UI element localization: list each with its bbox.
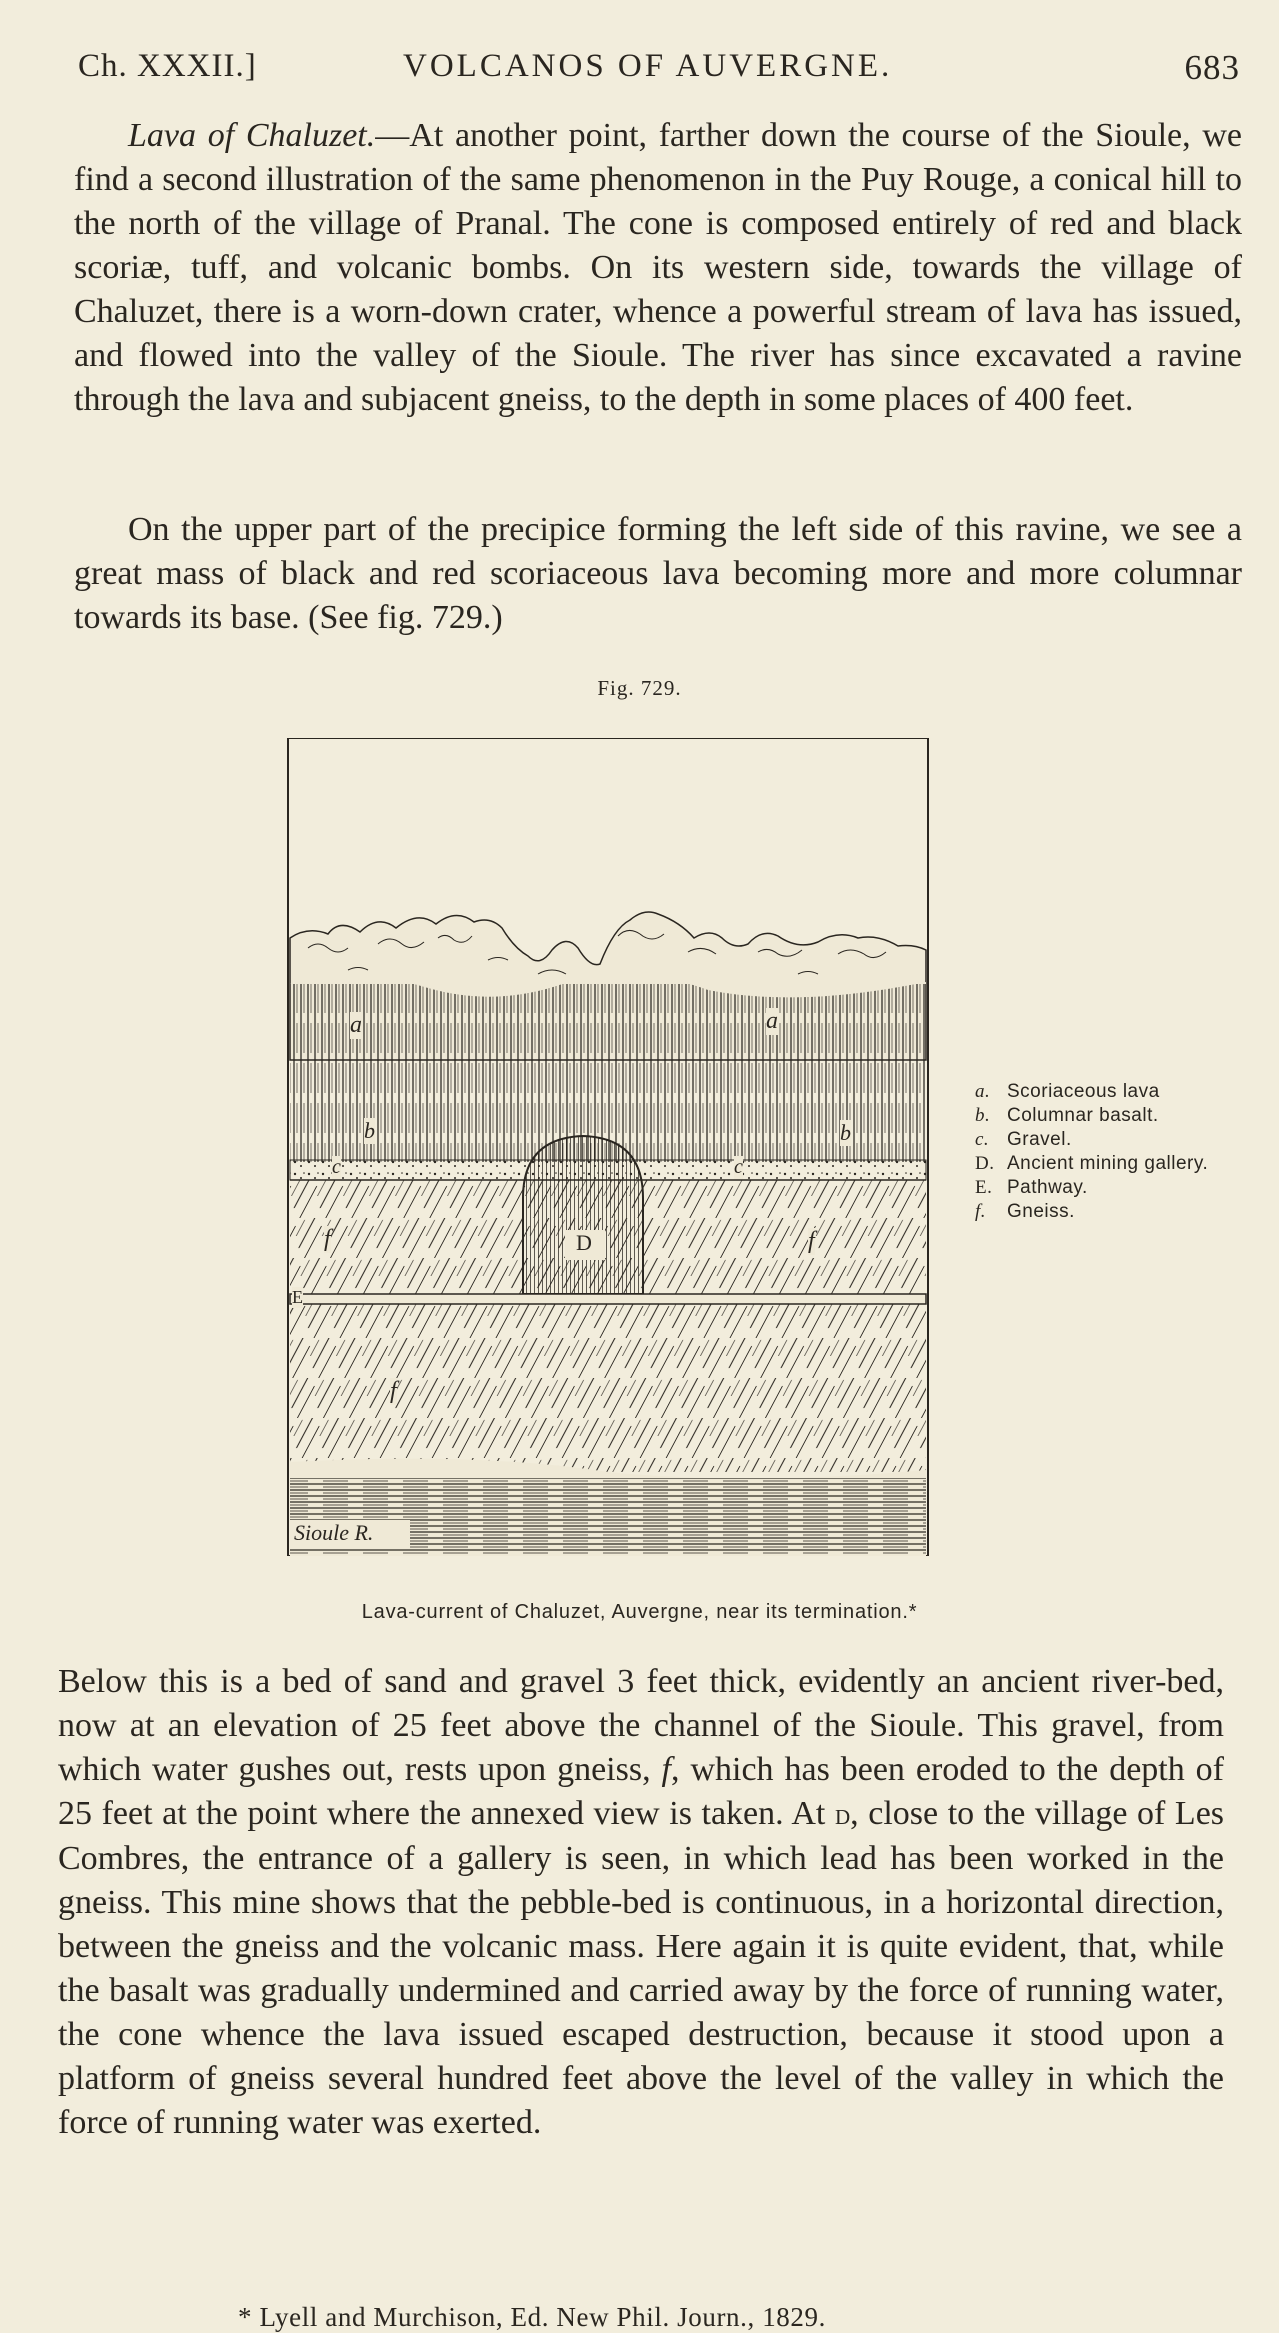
- marker-f-left: f: [324, 1226, 331, 1252]
- paragraph-lava-of-chaluzet: [74, 114, 1242, 422]
- footnote: * Lyell and Murchison, Ed. New Phil. Journ., 1829.: [238, 2302, 826, 2332]
- page-number: 683: [1184, 48, 1240, 87]
- marker-c-left: c: [332, 1156, 341, 1178]
- legend-key: f.: [975, 1201, 987, 1222]
- marker-a-left: a: [350, 1012, 362, 1038]
- marker-river: Sioule R.: [294, 1520, 374, 1545]
- legend-item: [975, 1152, 1245, 1176]
- marker-d: D: [576, 1230, 592, 1255]
- figure-729: [278, 738, 938, 1556]
- figure-caption: Lava-current of Chaluzet, Auvergne, near its termination.*: [361, 1601, 918, 1623]
- legend-item: [975, 1200, 1245, 1224]
- paragraph1-text: —At another point, farther down the course of the Sioule, we find a second illustration of the same phenomenon in the Puy Rouge, a conical hill to the north of the village of Pranal. The cone is composed entirely of red and black scoriæ, tuff, and volcanic bombs. On its western side, towards the village of Chaluzet, there is a worn-down crater, whence a powerful stream of lava has issued, and flowed into the valley of the Sioule. The river has since excavated a ravine through the lava and subjacent gneiss, to the depth in some places of 400 feet.: [74, 117, 1242, 418]
- legend-text: Gravel.: [1007, 1129, 1072, 1150]
- inline-ref-f: f: [661, 1751, 671, 1788]
- legend-key: D.: [975, 1153, 995, 1174]
- chapter-label: Ch. XXXII.]: [78, 48, 257, 84]
- legend-text: Scoriaceous lava: [1007, 1081, 1160, 1102]
- legend-text: Gneiss.: [1007, 1201, 1075, 1222]
- inline-ref-d: d: [834, 1798, 851, 1831]
- marker-c-right: c: [734, 1156, 743, 1178]
- running-header: [78, 48, 1240, 94]
- legend-key: b.: [975, 1105, 991, 1126]
- paragraph3-part3: , close to the village of Les Combres, the entrance of a gallery is seen, in which lead has been worked in the gneiss. This mine shows that the pebble-bed is continuous, in a horizontal direction, between the gneiss and the volcanic mass. Here again it is quite evident, that, while the basalt was gradually undermined and carried away by the force of running water, the cone whence the lava issued escaped destruction, because it stood upon a platform of gneiss several hundred feet above the level of the valley in which the force of running water was exerted.: [58, 1795, 1225, 2141]
- legend-text: Ancient mining gallery.: [1007, 1153, 1209, 1174]
- legend-item: [975, 1104, 1245, 1128]
- legend-key: c.: [975, 1129, 990, 1150]
- paragraph3-part1: Below this is a bed of sand and gravel 3 feet thick, evidently an ancient river-bed, now at an elevation of 25 feet above the channel of the Sioule. This gravel, from which water gushes out, rests upon gneiss,: [58, 1663, 1224, 1788]
- legend-text: Pathway.: [1007, 1177, 1088, 1198]
- legend-item: [975, 1128, 1245, 1152]
- marker-b-left: b: [364, 1118, 375, 1143]
- legend-key: E.: [975, 1177, 993, 1198]
- paragraph-precipice: [74, 508, 1242, 640]
- marker-a-right: a: [766, 1008, 778, 1034]
- paragraph3-part2: , which has been eroded to the depth of 25 feet at the point where the annexed view is taken. At: [58, 1751, 1224, 1832]
- marker-e: E: [292, 1287, 303, 1307]
- paragraph-gravel-bed: [58, 1660, 1224, 2145]
- section-lead: Lava of Chaluzet.: [128, 117, 376, 154]
- legend-text: Columnar basalt.: [1007, 1105, 1159, 1126]
- geological-section-drawing: [278, 738, 938, 1556]
- running-title: VOLCANOS OF AUVERGNE.: [403, 48, 893, 84]
- marker-f-right: f: [808, 1228, 815, 1254]
- paragraph2-text: On the upper part of the precipice forming the left side of this ravine, we see a great mass of black and red scoriaceous lava becoming more and more columnar towards its base. (See fig. 729.): [74, 511, 1242, 636]
- figure-label: Fig. 729.: [597, 676, 682, 700]
- legend-item: [975, 1176, 1245, 1200]
- legend-key: a.: [975, 1081, 991, 1102]
- legend-item: [975, 1080, 1245, 1104]
- marker-b-right: b: [840, 1120, 851, 1145]
- marker-f-lower: f: [390, 1378, 397, 1404]
- figure-legend: [975, 1080, 1245, 1224]
